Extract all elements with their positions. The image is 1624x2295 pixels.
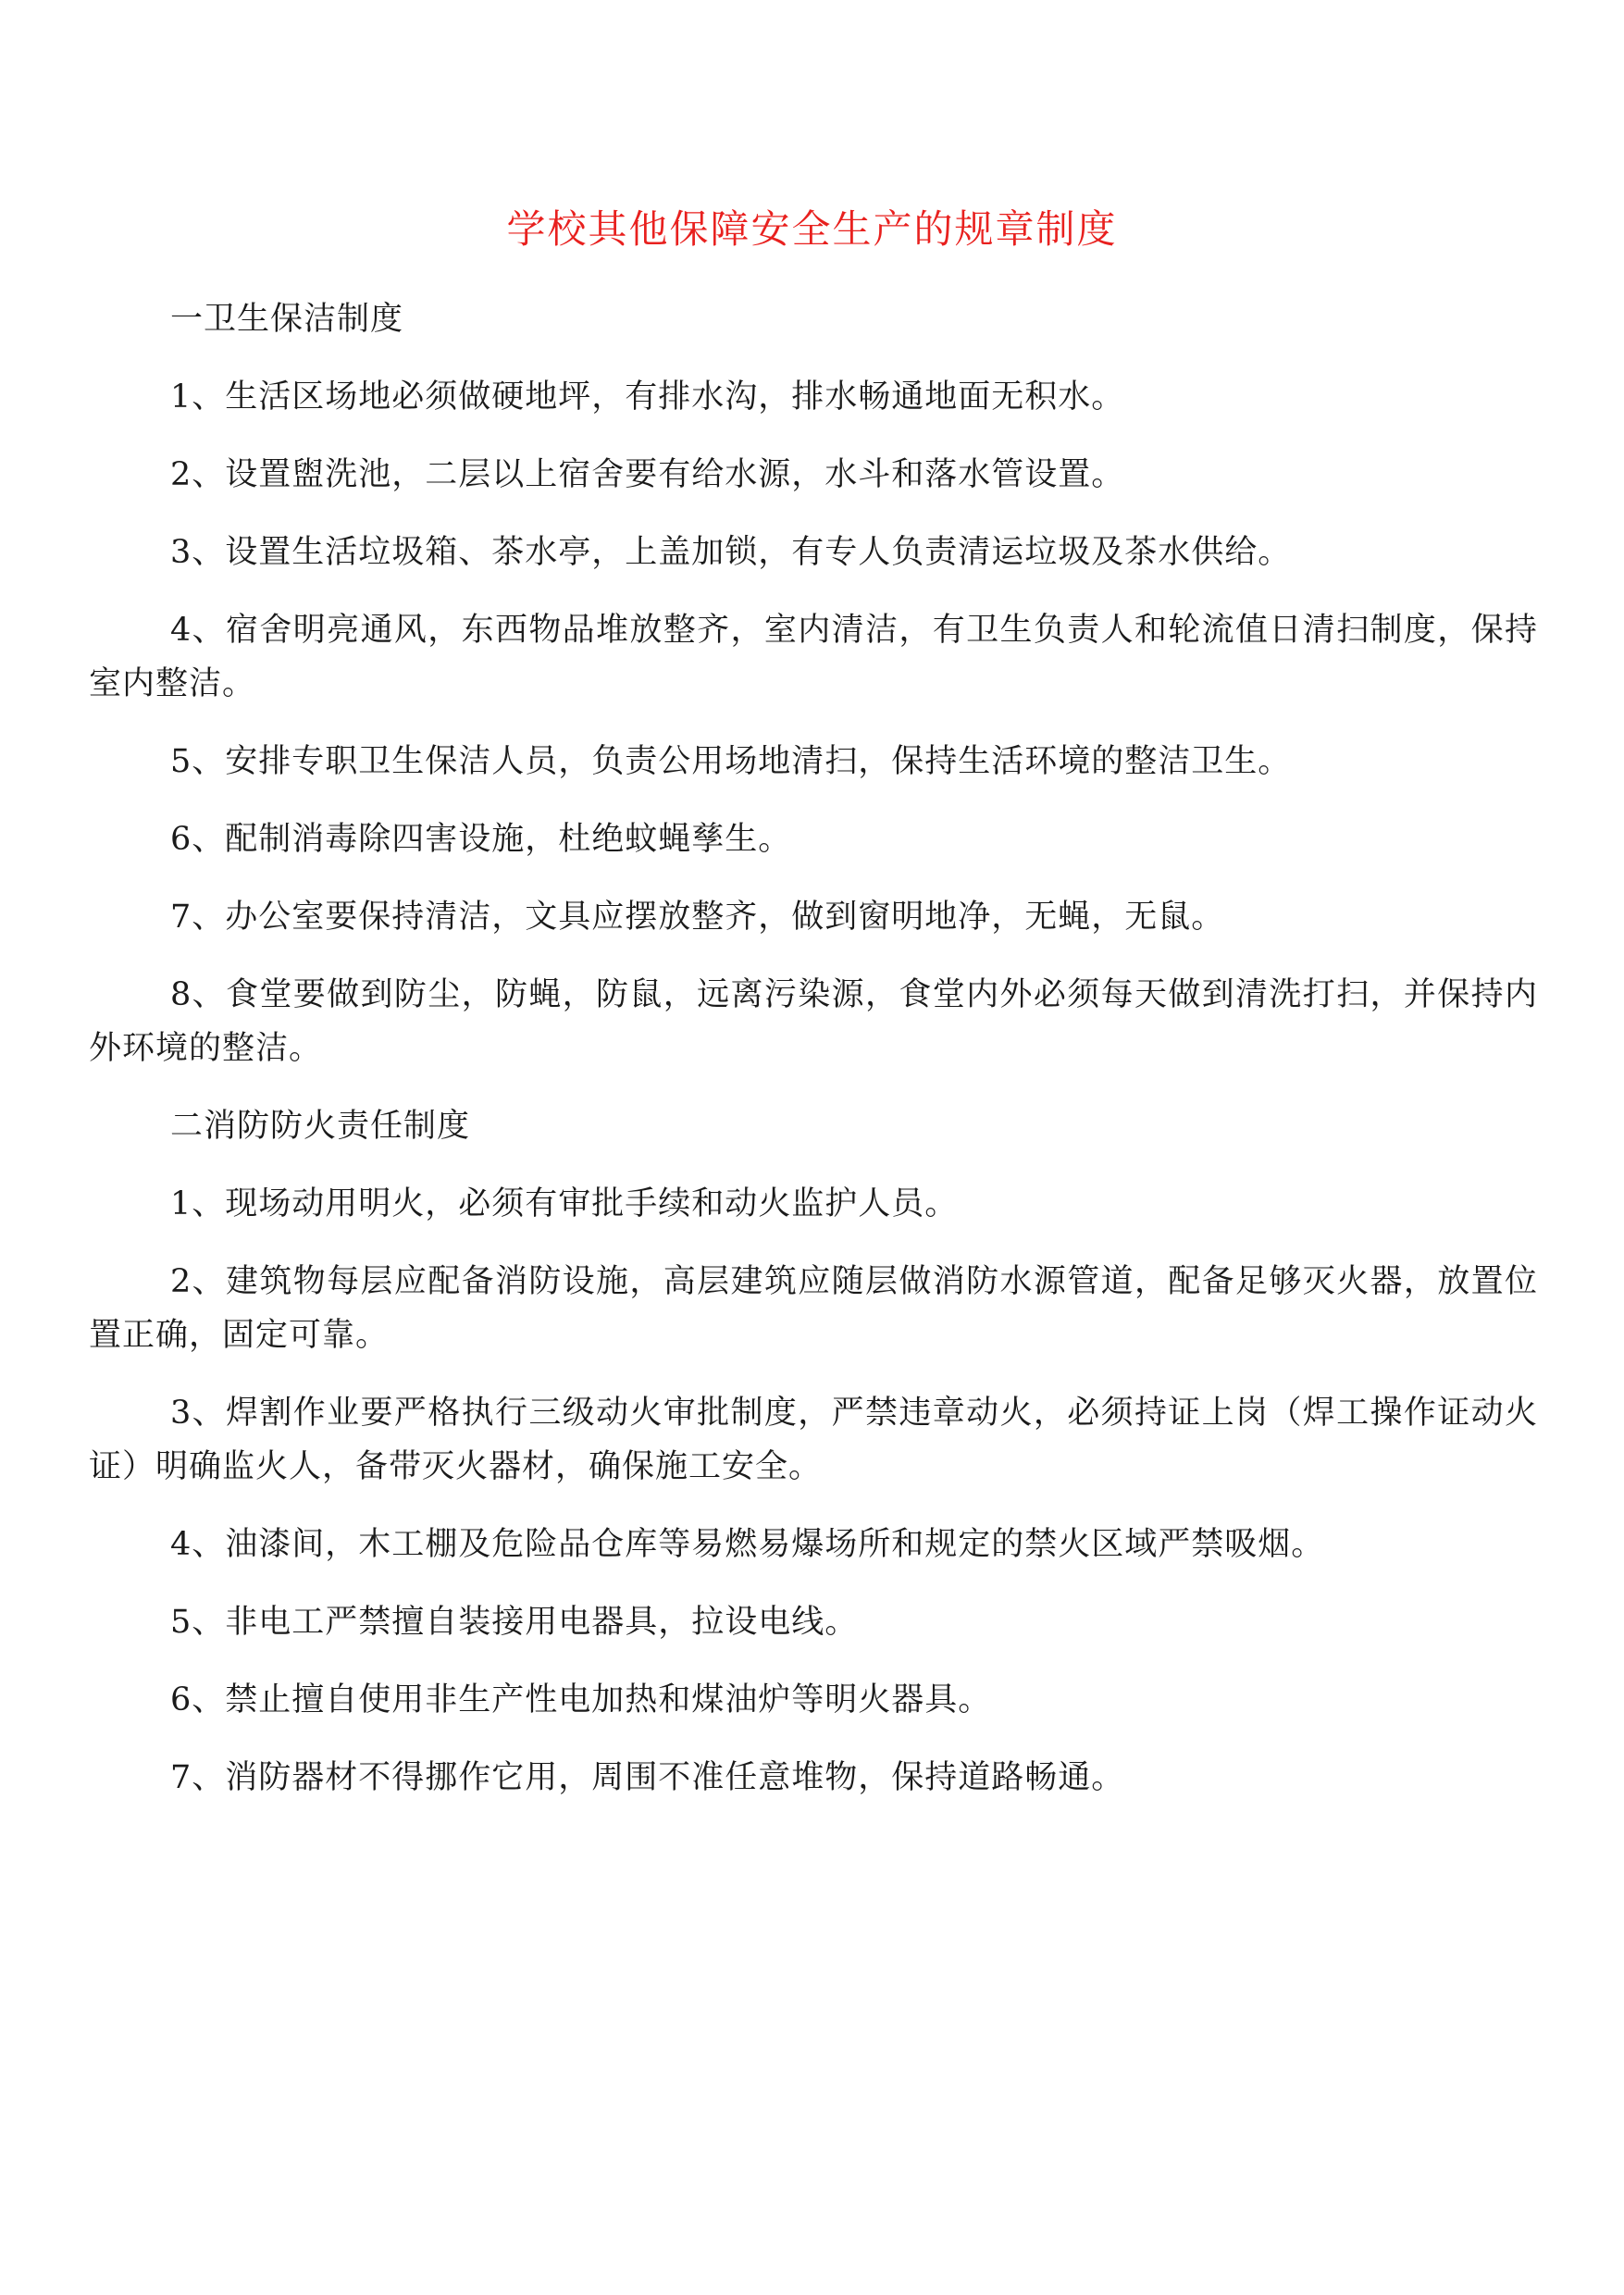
paragraph: 3、设置生活垃圾箱、茶水亭，上盖加锁，有专人负责清运垃圾及茶水供给。 [170,534,1292,571]
paragraph: 5、非电工严禁擅自装接用电器具，拉设电线。 [170,1604,859,1641]
paragraph: 7、办公室要保持清洁，文具应摆放整齐，做到窗明地净，无蝇，无鼠。 [170,899,1225,936]
paragraph: 6、配制消毒除四害设施，杜绝蚊蝇孳生。 [170,821,792,858]
paragraph: 4、宿舍明亮通风，东西物品堆放整齐，室内清洁，有卫生负责人和轮流值日清扫制度，保持室内整洁。 [89,612,1538,702]
section-heading-hygiene: 一卫生保洁制度 [170,301,404,338]
section-heading-fire-safety: 二消防防火责任制度 [170,1108,471,1145]
paragraph: 4、油漆间，木工棚及危险品仓库等易燃易爆场所和规定的禁火区域严禁吸烟。 [170,1526,1325,1563]
document-body [89,292,1538,1829]
paragraph: 3、焊割作业要严格执行三级动火审批制度，严禁违章动火，必须持证上岗（焊工操作证动火证）明确监火人，备带灭火器材，确保施工安全。 [89,1395,1538,1485]
paragraph: 1、生活区场地必须做硬地坪，有排水沟，排水畅通地面无积水。 [170,378,1125,416]
paragraph: 6、禁止擅自使用非生产性电加热和煤油炉等明火器具。 [170,1681,992,1718]
document-title: 学校其他保障安全生产的规章制度 [506,206,1118,252]
paragraph: 1、现场动用明火，必须有审批手续和动火监护人员。 [170,1185,959,1222]
paragraph: 2、建筑物每层应配备消防设施，高层建筑应随层做消防水源管道，配备足够灭火器，放置位置正确，固定可靠。 [89,1263,1538,1354]
paragraph: 8、食堂要做到防尘，防蝇，防鼠，远离污染源，食堂内外必须每天做到清洗打扫，并保持内外环境的整洁。 [89,976,1538,1067]
paragraph: 5、安排专职卫生保洁人员，负责公用场地清扫，保持生活环境的整洁卫生。 [170,743,1292,780]
paragraph: 7、消防器材不得挪作它用，周围不准任意堆物，保持道路畅通。 [170,1759,1125,1796]
paragraph: 2、设置盥洗池，二层以上宿舍要有给水源，水斗和落水管设置。 [170,456,1125,493]
